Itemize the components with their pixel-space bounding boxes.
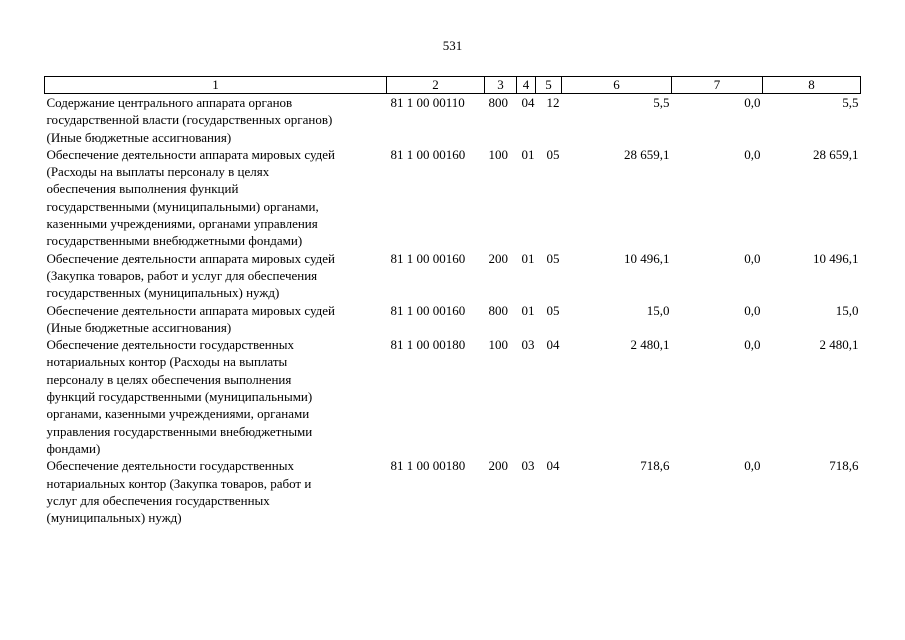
row-value-6-cell: 15,0 <box>646 302 670 318</box>
row-code-cell: 81 1 00 00110 <box>390 95 465 110</box>
header-col-1: 1 <box>45 77 387 94</box>
row-pr-cell: 05 <box>546 146 560 162</box>
row-vr-cell: 800 <box>488 95 508 110</box>
table-header-row <box>45 77 861 94</box>
row-value-8-cell: 5,5 <box>842 95 859 110</box>
row-value-8-cell: 2 480,1 <box>819 337 859 353</box>
header-col-8: 8 <box>763 77 861 94</box>
row-value-7-cell: 0,0 <box>744 302 761 318</box>
row-value-6-cell: 718,6 <box>640 458 670 474</box>
row-vr-cell: 800 <box>488 302 508 318</box>
header-col-2: 2 <box>387 77 485 94</box>
row-value-7-cell: 0,0 <box>744 458 761 474</box>
row-value-7-cell: 0,0 <box>744 337 761 353</box>
row-value-6-cell: 10 496,1 <box>624 250 670 266</box>
row-rz-cell: 03 <box>521 458 535 474</box>
table-row <box>45 302 861 337</box>
table-row <box>45 336 861 457</box>
row-value-6-cell: 28 659,1 <box>624 146 670 162</box>
row-value-8-cell: 15,0 <box>835 302 859 318</box>
row-value-6-cell: 5,5 <box>653 95 670 110</box>
row-vr-cell: 200 <box>488 250 508 266</box>
row-value-6-cell: 2 480,1 <box>630 337 670 353</box>
row-pr-cell: 04 <box>546 337 560 353</box>
page-number: 531 <box>442 38 463 53</box>
row-rz-cell: 01 <box>521 302 535 318</box>
row-value-8-cell: 10 496,1 <box>813 250 859 266</box>
row-code-cell: 81 1 00 00180 <box>390 337 466 353</box>
header-col-5: 5 <box>536 77 562 94</box>
row-name-cell: Обеспечение деятельности аппарата мировых судей (Иные бюджетные ассигнования) <box>46 302 336 335</box>
row-rz-cell: 01 <box>521 146 535 162</box>
row-name-cell: Обеспечение деятельности государственных нотариальных контор (Закупка товаров, работ и услуг для обеспечения государственных (муниципальных) нужд) <box>46 458 312 526</box>
row-vr-cell: 100 <box>488 146 508 162</box>
row-pr-cell: 05 <box>546 250 560 266</box>
row-value-7-cell: 0,0 <box>744 250 761 266</box>
row-code-cell: 81 1 00 00160 <box>390 302 466 318</box>
header-col-4: 4 <box>517 77 536 94</box>
row-name-cell: Содержание центрального аппарата органов государственной власти (государственных органов) (Иные бюджетные ассигнования) <box>46 95 333 145</box>
header-col-3: 3 <box>485 77 517 94</box>
row-rz-cell: 04 <box>521 95 535 110</box>
row-value-8-cell: 28 659,1 <box>813 146 859 162</box>
row-rz-cell: 03 <box>521 337 535 353</box>
row-pr-cell: 04 <box>546 458 560 474</box>
row-vr-cell: 100 <box>488 337 508 353</box>
budget-table <box>44 76 861 526</box>
row-name-cell: Обеспечение деятельности государственных нотариальных контор (Расходы на выплаты персоналу в целях обеспечения выполнения функций государственными (муниципальными) органами, казенными учреждениями, органами управления государственными внебюджетными фондами) <box>46 337 313 456</box>
row-vr-cell: 200 <box>488 458 508 474</box>
row-code-cell: 81 1 00 00160 <box>390 250 466 266</box>
table-row <box>45 94 861 146</box>
header-col-7: 7 <box>672 77 763 94</box>
row-pr-cell: 05 <box>546 302 560 318</box>
row-value-7-cell: 0,0 <box>744 95 761 110</box>
table-row <box>45 250 861 302</box>
table-row <box>45 457 861 526</box>
row-rz-cell: 01 <box>521 250 535 266</box>
table-row <box>45 146 861 250</box>
row-value-7-cell: 0,0 <box>744 146 761 162</box>
row-name-cell: Обеспечение деятельности аппарата мировых судей (Закупка товаров, работ и услуг для обеспечения государственных (муниципальных) нужд) <box>46 250 336 301</box>
row-pr-cell: 12 <box>546 95 560 110</box>
header-col-6: 6 <box>562 77 672 94</box>
row-value-8-cell: 718,6 <box>829 458 859 474</box>
row-code-cell: 81 1 00 00160 <box>390 146 466 162</box>
row-code-cell: 81 1 00 00180 <box>390 458 466 474</box>
row-name-cell: Обеспечение деятельности аппарата мировых судей (Расходы на выплаты персоналу в целях обеспечения выполнения функций государственными (муниципальными) органами, казенными учреждениями, органами управления государственными внебюджетными фондами) <box>46 146 336 249</box>
